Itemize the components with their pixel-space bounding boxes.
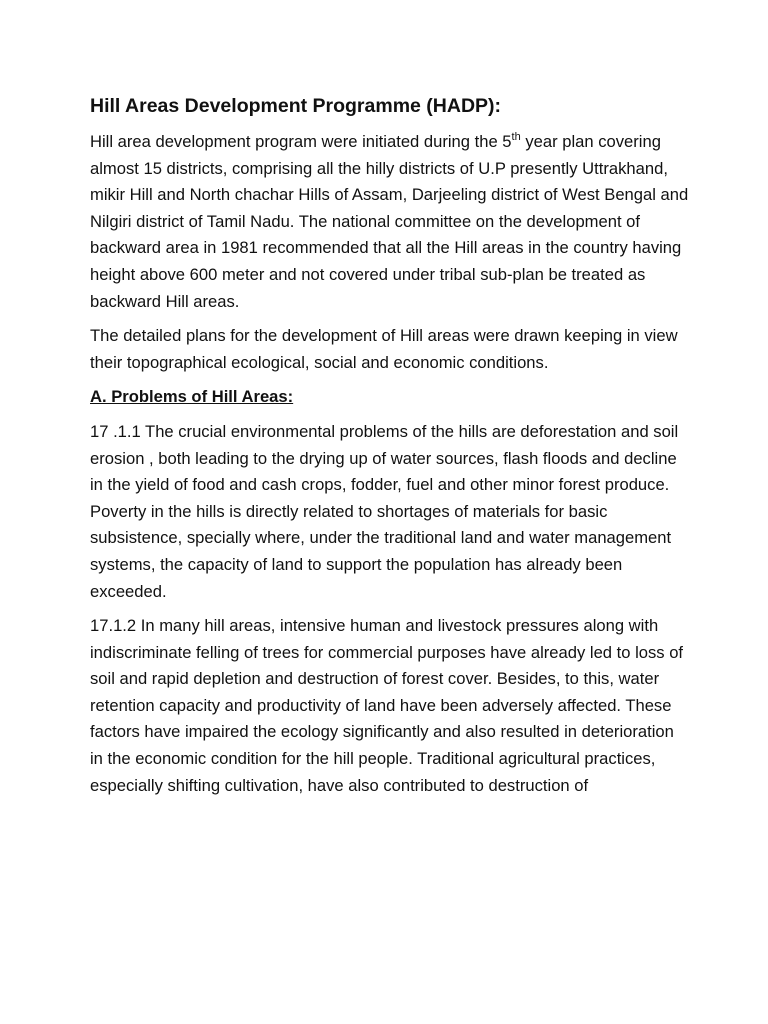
document-body: [90, 92, 690, 807]
paragraph-17-1-1: 17 .1.1 The crucial environmental problems of the hills are deforestation and soil erosion , both leading to the drying up of water sources, flash floods and decline in the yield of food and cash crops, fodder, fuel and other minor forest produce. Poverty in the hills is directly related to shortages of materials for basic subsistence, specially where, under the traditional land and water management systems, the capacity of land to support the population has already been exceeded.: [90, 421, 679, 601]
intro-paragraph: [90, 129, 690, 315]
paragraph-17-1-2: 17.1.2 In many hill areas, intensive human and livestock pressures along with indiscriminate felling of trees for commercial purposes have already led to loss of soil and rapid depletion and destruction of forest cover. Besides, to this, water retention capacity and productivity of land have been adversely affected. These factors have impaired the ecology significantly and also resulted in deterioration in the economic condition for the hill people. Traditional agricultural practices, especially shifting cultivation, have also contributed to destruction of: [90, 616, 684, 795]
intro-text-start: Hill area development program were initiated during the 5: [90, 132, 512, 151]
intro-text-rest: year plan covering almost 15 districts, comprising all the hilly districts of U.P presently Uttrakhand, mikir Hill and North chachar Hills of Assam, Darjeeling district of West Bengal and Nilgiri district of Tamil Nadu. The national committee on the development of backward area in 1981 recommended that all the Hill areas in the country having height above 600 meter and not covered under tribal sub-plan be treated as backward Hill areas.: [90, 132, 689, 311]
document-title: Hill Areas Development Programme (HADP):: [90, 95, 502, 117]
section-heading-problems: A. Problems of Hill Areas:: [90, 387, 294, 407]
ordinal-superscript: th: [511, 131, 521, 143]
detailed-plans-paragraph: The detailed plans for the development of Hill areas were drawn keeping in view their topographical ecological, social and economic conditions.: [90, 326, 678, 372]
